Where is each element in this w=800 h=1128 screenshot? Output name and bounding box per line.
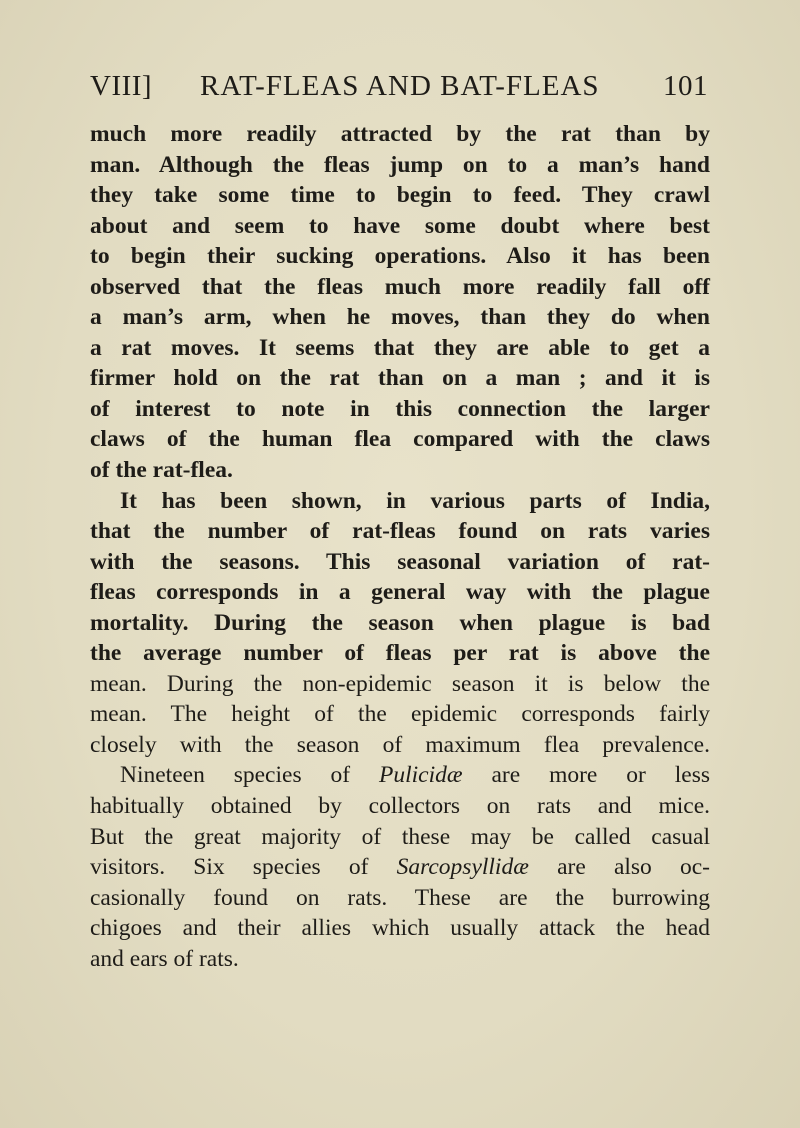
running-header xyxy=(90,70,708,110)
text-line: fleas corresponds in a general way with the plague xyxy=(90,579,710,606)
text-line: closely with the season of maximum flea prevalence. xyxy=(90,731,710,758)
text-line: and ears of rats. xyxy=(90,945,239,972)
text-line: man. Although the fleas jump on to a man’s hand xyxy=(90,151,710,178)
italic-term-sarcopsyllidae: Sarcopsyllidæ xyxy=(396,854,529,881)
text-line: But the great majority of these may be called casual xyxy=(90,823,710,850)
text-line: casionally found on rats. These are the burrowing xyxy=(90,884,710,911)
text-segment: Nineteen species of xyxy=(120,762,351,789)
text-line: firmer hold on the rat than on a man ; and it is xyxy=(90,365,710,392)
text-line: much more readily attracted by the rat than by xyxy=(90,121,710,147)
text-line: chigoes and their allies which usually attack the head xyxy=(90,915,710,942)
chapter-number: VIII] xyxy=(90,70,153,102)
text-line: a rat moves. It seems that they are able to get a xyxy=(90,334,710,361)
text-line: about and seem to have some doubt where best xyxy=(90,212,710,239)
text-line: habitually obtained by collectors on rats and mice. xyxy=(90,793,710,820)
body-text xyxy=(90,119,710,974)
text-line: It has been shown, in various parts of India, xyxy=(120,487,710,514)
text-line-with-italic xyxy=(90,760,710,791)
text-segment: are more or less xyxy=(491,762,711,789)
text-line: with the seasons. This seasonal variation of rat- xyxy=(90,548,710,575)
text-line: observed that the fleas much more readily fall off xyxy=(90,273,710,300)
text-line: of the rat-flea. xyxy=(90,457,233,484)
text-segment: are also oc- xyxy=(557,854,710,881)
text-line: of interest to note in this connection the larger xyxy=(90,395,710,422)
text-line: mortality. During the season when plague is bad xyxy=(90,609,710,636)
text-line: to begin their sucking operations. Also it has been xyxy=(90,243,710,270)
text-line: mean. During the non-epidemic season it is below the xyxy=(90,670,710,697)
running-title: RAT-FLEAS AND BAT-FLEAS xyxy=(200,70,600,102)
text-line: a man’s arm, when he moves, than they do when xyxy=(90,304,710,331)
text-line: they take some time to begin to feed. They crawl xyxy=(90,182,710,209)
text-line: mean. The height of the epidemic corresponds fairly xyxy=(90,701,710,728)
text-segment: visitors. Six species of xyxy=(90,854,369,881)
text-line: claws of the human flea compared with the claws xyxy=(90,426,710,453)
text-line-with-italic xyxy=(90,852,710,883)
italic-term-pulicidae: Pulicidæ xyxy=(379,762,463,789)
page-number: 101 xyxy=(663,70,708,102)
text-line: that the number of rat-fleas found on rats varies xyxy=(90,518,710,545)
text-line: the average number of fleas per rat is above the xyxy=(90,640,710,667)
